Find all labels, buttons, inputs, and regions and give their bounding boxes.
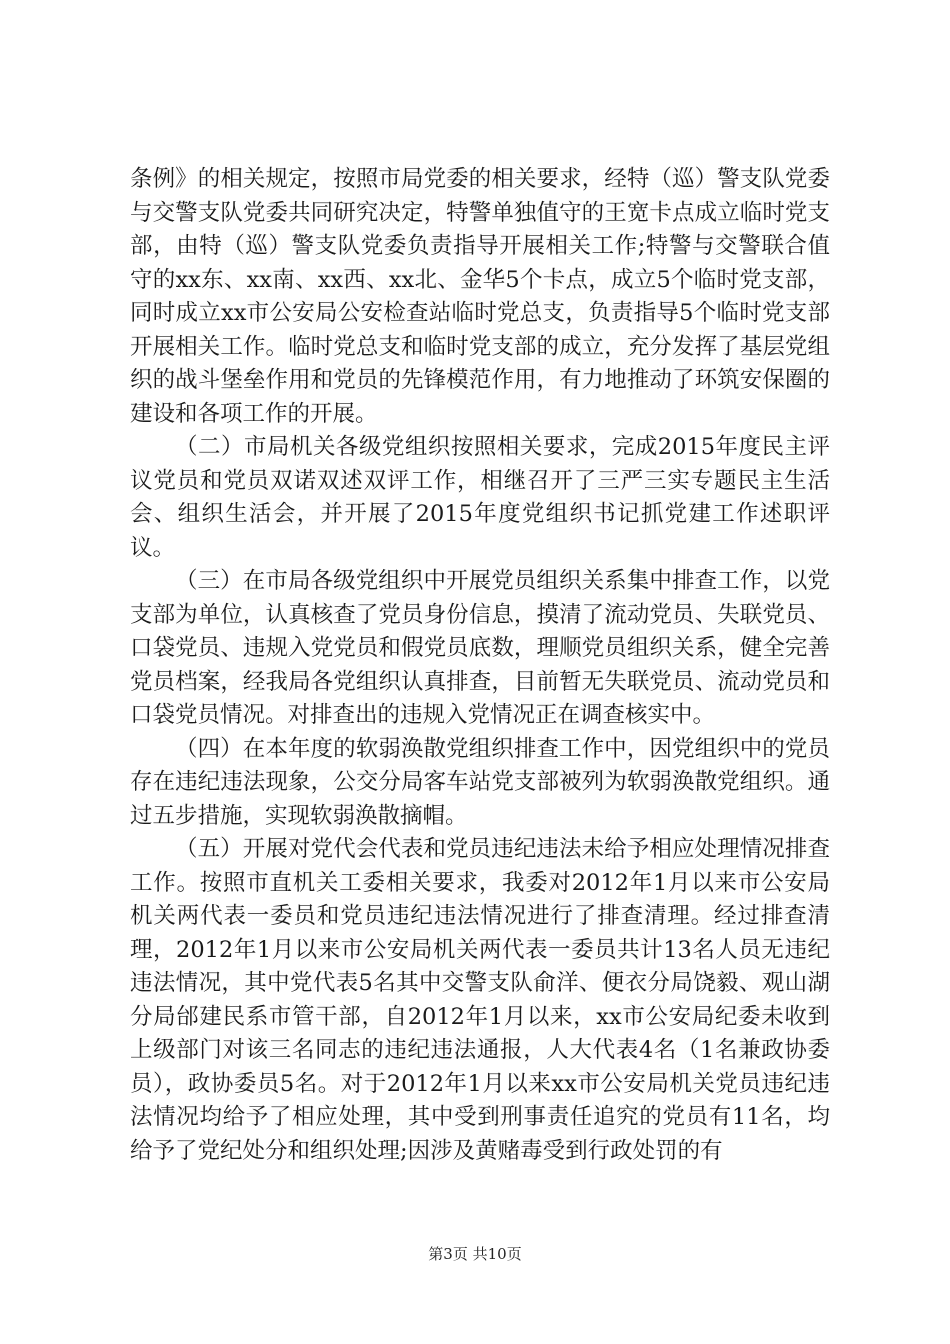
paragraph-section-2: （二）市局机关各级党组织按照相关要求，完成2015年度民主评议党员和党员双诺双述双评工作，相继召开了三严三实专题民主生活会、组织生活会，并开展了2015年度党组织书记抓党建工作述职评议。 <box>130 434 830 561</box>
paragraph-section-3: （三）在市局各级党组织中开展党员组织关系集中排查工作，以党支部为单位，认真核查了党员身份信息，摸清了流动党员、失联党员、口袋党员、违规入党党员和假党员底数，理顺党员组织关系，健全完善党员档案，经我局各党组织认真排查，目前暂无失联党员、流动党员和口袋党员情况。对排查出的违规入党情况正在调查核实中。 <box>130 568 830 728</box>
paragraph-continuation: 条例》的相关规定，按照市局党委的相关要求，经特（巡）警支队党委与交警支队党委共同研究决定，特警单独值守的王宽卡点成立临时党支部，由特（巡）警支队党委负责指导开展相关工作;特警与交警联合值守的xx东、xx南、xx西、xx北、金华5个卡点，成立5个临时党支部，同时成立xx市公安局公安检查站临时党总支，负责指导5个临时党支部开展相关工作。临时党总支和临时党支部的成立，充分发挥了基层党组织的战斗堡垒作用和党员的先锋模范作用，有力地推动了环筑安保圈的建设和各项工作的开展。 <box>130 166 830 427</box>
document-body <box>130 163 830 1168</box>
page-number-footer: 第3页 共10页 <box>428 1245 522 1263</box>
paragraph-section-5: （五）开展对党代会代表和党员违纪违法未给予相应处理情况排查工作。按照市直机关工委相关要求，我委对2012年1月以来市公安局机关两代表一委员和党员违纪违法情况进行了排查清理。经过排查清理，2012年1月以来市公安局机关两代表一委员共计13名人员无违纪违法情况，其中党代表5名其中交警支队俞洋、便衣分局饶毅、观山湖分局邰建民系市管干部，自2012年1月以来，xx市公安局纪委未收到上级部门对该三名同志的违纪违法通报，人大代表4名（1名兼政协委员），政协委员5名。对于2012年1月以来xx市公安局机关党员违纪违法情况均给予了相应处理，其中受到刑事责任追究的党员有11名，均给予了党纪处分和组织处理;因涉及黄赌毒受到行政处罚的有 <box>130 836 830 1164</box>
paragraph-section-4: （四）在本年度的软弱涣散党组织排查工作中，因党组织中的党员存在违纪违法现象，公交分局客车站党支部被列为软弱涣散党组织。通过五步措施，实现软弱涣散摘帽。 <box>130 735 830 829</box>
